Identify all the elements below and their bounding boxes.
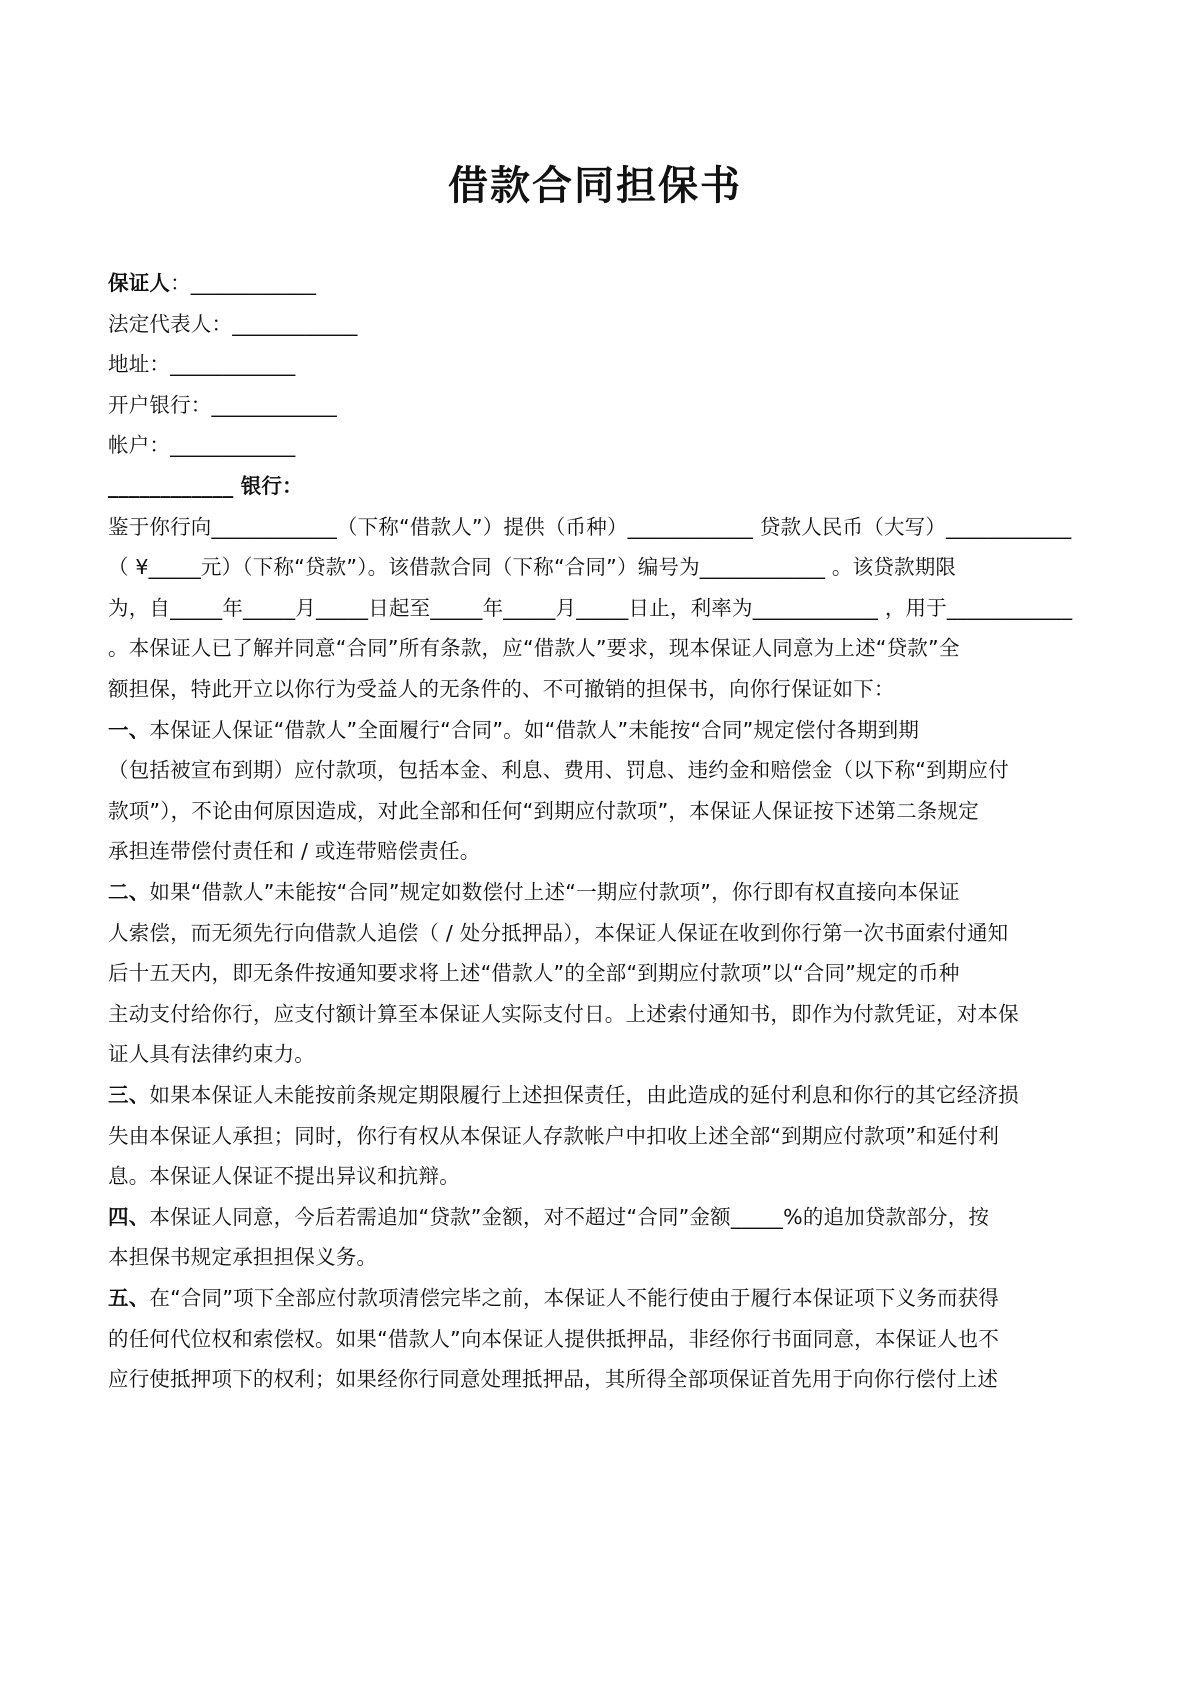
body-line xyxy=(108,1039,315,1069)
line-text: 款项”），不论由何原因造成，对此全部和任何“到期应付款项”，本保证人保证按下述第二条规定 xyxy=(108,798,979,823)
line-text: 主动支付给你行，应支付额计算至本保证人实际支付日。上述索付通知书，即作为付款凭证，对本保 xyxy=(108,1001,1019,1026)
line-text: 如果“借款人”未能按“合同”规定如数偿付上述“一期应付款项”，你行即有权直接向本保证 xyxy=(149,880,960,904)
bold-label: 保证人 xyxy=(108,271,171,295)
line-text: 为，自_____年_____月_____日起至_____年_____月_____日止，利率为____________ ，用于____________ xyxy=(108,595,1073,620)
line-text: （包括被宣布到期）应付款项，包括本金、利息、费用、罚息、违约金和赔偿金（以下称“到期应付 xyxy=(108,758,1009,783)
body-line xyxy=(108,958,960,988)
body-line xyxy=(108,1364,998,1394)
line-text: 本保证人同意，今后若需追加“贷款”金额，对不超过“合同”金额_____%的追加贷款部分，按 xyxy=(149,1204,990,1229)
body-line xyxy=(108,552,956,582)
line-text: 如果本保证人未能按前条规定期限履行上述担保责任，由此造成的延付利息和你行的其它经济损 xyxy=(149,1083,1019,1107)
body-line xyxy=(108,1161,460,1191)
line-text: 地址：____________ xyxy=(108,352,296,377)
line-text: 额担保，特此开立以你行为受益人的无条件的、不可撤销的担保书，向你行保证如下： xyxy=(108,677,895,701)
line-text: 本保证人保证“借款人”全面履行“合同”。如“借款人”未能按“合同”规定偿付各期到期 xyxy=(149,717,920,742)
body-line xyxy=(108,1121,999,1151)
line-text: 鉴于你行向____________（下称“借款人”）提供（币种）____________ 贷款人民币（大写）____________ xyxy=(108,514,1072,539)
body-line xyxy=(108,593,1072,623)
line-text: 人索偿，而无须先行向借款人追偿（ / 处分抵押品），本保证人保证在收到你行第一次书面索付通知 xyxy=(108,920,1009,945)
bold-label: 三、 xyxy=(108,1083,150,1107)
line-text: 承担连带偿付责任和 / 或连带赔偿责任。 xyxy=(108,839,481,864)
body-line xyxy=(108,268,316,298)
body-line xyxy=(108,430,296,460)
body-line xyxy=(108,633,960,663)
body-line xyxy=(108,390,337,420)
body-line xyxy=(108,999,1019,1029)
line-text: 应行使抵押项下的权利；如果经你行同意处理抵押品，其所得全部项保证首先用于向你行偿付上述 xyxy=(108,1367,999,1392)
line-text: 。本保证人已了解并同意“合同”所有条款，应“借款人”要求，现本保证人同意为上述“贷款”全 xyxy=(108,636,960,661)
body-line xyxy=(108,309,358,339)
line-text: 失由本保证人承担；同时，你行有权从本保证人存款帐户中扣收上述全部“到期应付款项”和延付利 xyxy=(108,1123,1000,1148)
bold-label: 五、 xyxy=(108,1286,150,1310)
body-line xyxy=(108,1324,999,1354)
line-text: 本担保书规定承担担保义务。 xyxy=(108,1245,378,1270)
line-text: （ ¥_____元）（下称“贷款”）。该借款合同（下称“合同”）编号为____________ 。该贷款期限 xyxy=(108,555,957,580)
body-line xyxy=(108,796,979,826)
body-line xyxy=(108,1242,377,1272)
line-text: 在“合同”项下全部应付款项清偿完毕之前，本保证人不能行使由于履行本保证项下义务而获得 xyxy=(149,1286,1000,1310)
body-line xyxy=(108,755,1009,785)
body-line xyxy=(108,349,296,379)
body-line xyxy=(108,674,895,704)
line-text: 息。本保证人保证不提出异议和抗辩。 xyxy=(108,1164,460,1189)
document-title: 借款合同担保书 xyxy=(448,163,742,209)
line-text: 开户银行：____________ xyxy=(108,392,337,417)
body-line xyxy=(108,836,480,866)
bold-label: ____________ 银行： xyxy=(108,474,303,498)
body-line xyxy=(108,877,960,907)
line-text: 帐户：____________ xyxy=(108,433,296,458)
line-text: ：____________ xyxy=(170,271,317,295)
body-line xyxy=(108,715,919,745)
body-line xyxy=(108,918,1008,948)
body-line xyxy=(108,1283,999,1313)
line-text: 的任何代位权和索偿权。如果“借款人”向本保证人提供抵押品，非经你行书面同意，本保证人也不 xyxy=(108,1326,1000,1351)
line-text: 法定代表人：____________ xyxy=(108,311,358,336)
bold-label: 四、 xyxy=(108,1204,150,1229)
line-text: 证人具有法律约束力。 xyxy=(108,1042,315,1067)
body-line xyxy=(108,1080,1019,1110)
bold-label: 一、 xyxy=(108,717,150,742)
body-line xyxy=(108,512,1071,542)
body-line xyxy=(108,1202,989,1232)
bold-label: 二、 xyxy=(108,880,150,904)
body-line xyxy=(108,471,303,501)
line-text: 后十五天内，即无条件按通知要求将上述“借款人”的全部“到期应付款项”以“合同”规定的币种 xyxy=(108,961,960,986)
